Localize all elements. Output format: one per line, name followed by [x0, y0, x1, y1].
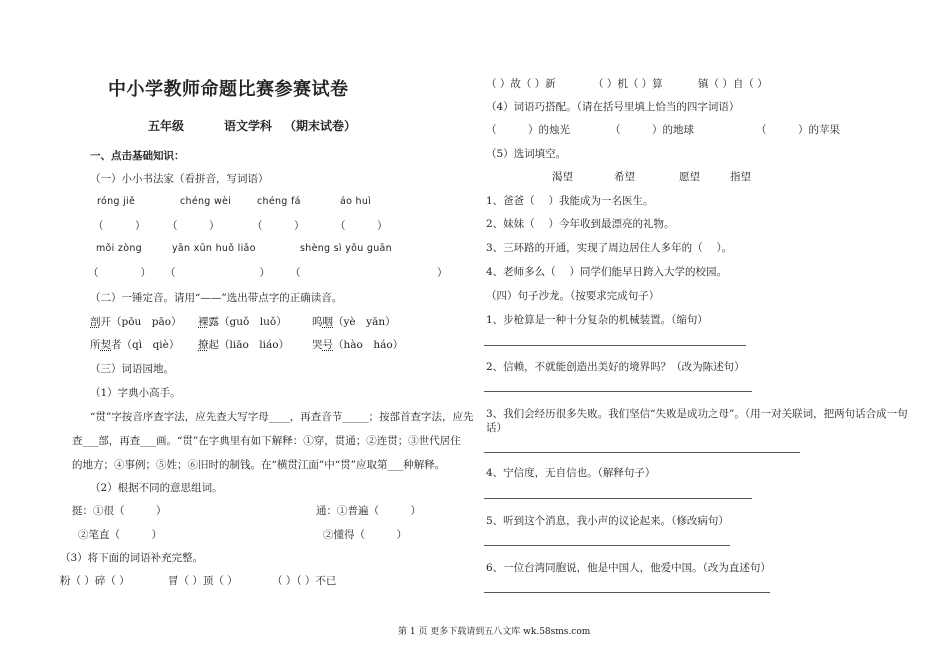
blank-1[interactable]: （ ）: [93, 220, 146, 232]
match-1[interactable]: （ ）的烛光: [486, 124, 570, 136]
answer-line-5[interactable]: [484, 545, 730, 546]
choice-pou[interactable]: 剖开（pōu pāo）: [90, 316, 182, 328]
sub-3-3-heading: （3）将下面的词语补充完整。: [60, 552, 204, 564]
ting-row-2[interactable]: ②笔直（ ）: [78, 529, 162, 541]
pinyin-2: chéng wèi: [180, 196, 232, 207]
fill-2[interactable]: 2、妹妹（ ）今年收到最漂亮的礼物。: [486, 218, 675, 230]
pinyin-7: shèng sì yǒu guān: [300, 243, 392, 254]
paragraph-line-1: “贯”字按音序查字法，应先查大写字母____，再查音节_____；按部首查字法，应先: [90, 411, 474, 423]
pinyin-4: áo huì: [340, 196, 372, 207]
answer-line-1[interactable]: [484, 345, 746, 346]
subtitle-grade: 五年级: [148, 119, 185, 133]
fill-3[interactable]: 3、三环路的开通，实现了周边居住人多年的（ ）。: [486, 242, 733, 254]
fill-4[interactable]: 4、老师多么（ ）同学们能早日跨入大学的校园。: [486, 266, 728, 278]
sentence-3: 3、我们会经历很多失败。我们坚信“失败是成功之母”。（用一对关联词，把两句话合成一句: [486, 408, 908, 420]
sub-6-heading: （四）句子沙龙。（按要求完成句子）: [486, 290, 660, 302]
word-option-3: 愿望: [679, 171, 700, 183]
sub-5-heading: （5）选词填空。: [486, 148, 567, 160]
subtitle-exam: （期末试卷）: [284, 119, 357, 133]
sentence-5: 5、听到这个消息，我小声的议论起来。（修改病句）: [486, 515, 729, 527]
sub-1-heading: （一）小小书法家（看拼音，写词语）: [90, 173, 269, 185]
answer-line-4[interactable]: [484, 498, 752, 499]
blank-3[interactable]: （ ）: [252, 220, 305, 232]
choice-ye[interactable]: 呜咽（yè yān）: [312, 316, 396, 328]
choice-luo[interactable]: 裸露（guǒ luǒ）: [198, 316, 287, 328]
choice-qi[interactable]: 所契者（qì qiè）: [90, 339, 180, 351]
sub-4-heading: （4）词语巧搭配。（请在括号里填上恰当的四字词语）: [486, 101, 740, 113]
pinyin-3: chéng fá: [257, 196, 301, 207]
sentence-1: 1、步枪算是一种十分复杂的机械装置。（缩句）: [486, 314, 708, 326]
blank-5[interactable]: （ ）: [88, 267, 151, 279]
match-2[interactable]: （ ）的地球: [610, 124, 694, 136]
pinyin-1: róng jiě: [97, 196, 136, 207]
fill-1[interactable]: 1、爸爸（ ）我能成为一名医生。: [486, 195, 654, 207]
complete-3[interactable]: （ ）（ ）不已: [272, 575, 337, 587]
choice-liao[interactable]: 撩起（liāo liáo）: [198, 339, 290, 351]
tong-row-2[interactable]: ②懂得（ ）: [323, 529, 407, 541]
sentence-4: 4、宁信度，无自信也。（解释句子）: [486, 467, 656, 479]
section-1-heading: 一、点击基础知识：: [90, 150, 185, 162]
page-footer[interactable]: 第 1 页 更多下载请到五八文库 wk.58sms.com: [398, 627, 591, 637]
complete-2[interactable]: 冒（ ）顶（ ）: [168, 575, 238, 587]
blank-7[interactable]: （ ）: [290, 267, 448, 279]
answer-line-6[interactable]: [484, 592, 770, 593]
sentence-3-cont: 话）: [486, 422, 507, 434]
answer-line-3[interactable]: [484, 452, 800, 453]
answer-line-2[interactable]: [484, 391, 752, 392]
sub-3-2-heading: （2）根据不同的意思组词。: [90, 482, 223, 494]
word-option-2: 希望: [614, 171, 635, 183]
complete-6[interactable]: 镇（ ）自（ ）: [698, 78, 768, 90]
complete-5[interactable]: （ ）机（ ）算: [593, 78, 663, 90]
pinyin-5: mǒi zòng: [96, 243, 142, 254]
word-option-1: 渴望: [552, 171, 573, 183]
blank-6[interactable]: （ ）: [165, 267, 270, 279]
paragraph-line-2: 查___部，再查___画。“贯”在字典里有如下解释：①穿，贯通；②连贯；③世代居住: [72, 435, 461, 447]
tong-row-1[interactable]: 通：①普遍（ ）: [316, 505, 421, 517]
blank-2[interactable]: （ ）: [167, 220, 220, 232]
sub-3-1-heading: （1）字典小高手。: [90, 387, 181, 399]
subtitle-subject: 语文学科: [224, 119, 273, 133]
sub-3-heading: （三）词语园地。: [90, 363, 174, 375]
sentence-2: 2、信赖，不就能创造出美好的境界吗？（改为陈述句）: [486, 361, 745, 373]
sub-2-heading: （二）一锤定音。请用“——”选出带点字的正确读音。: [90, 292, 343, 304]
choice-hao[interactable]: 哭号（hào háo）: [312, 339, 404, 351]
match-3[interactable]: （ ）的苹果: [756, 124, 840, 136]
paragraph-line-3: 的地方；④事例；⑤姓；⑥旧时的制钱。在“横贯江面”中“贯”应取第___种解释。: [72, 459, 446, 471]
page-title: 中小学教师命题比赛参赛试卷: [108, 79, 349, 100]
pinyin-6: yān xūn huǒ liǎo: [172, 243, 256, 254]
complete-4[interactable]: （ ）故（ ）新: [486, 78, 556, 90]
blank-4[interactable]: （ ）: [335, 220, 388, 232]
word-option-4: 指望: [730, 171, 751, 183]
ting-row-1[interactable]: 挺：①很（ ）: [72, 505, 167, 517]
sentence-6: 6、一位台湾同胞说，他是中国人，他爱中国。（改为直述句）: [486, 562, 771, 574]
complete-1[interactable]: 粉（ ）碎（ ）: [60, 575, 130, 587]
